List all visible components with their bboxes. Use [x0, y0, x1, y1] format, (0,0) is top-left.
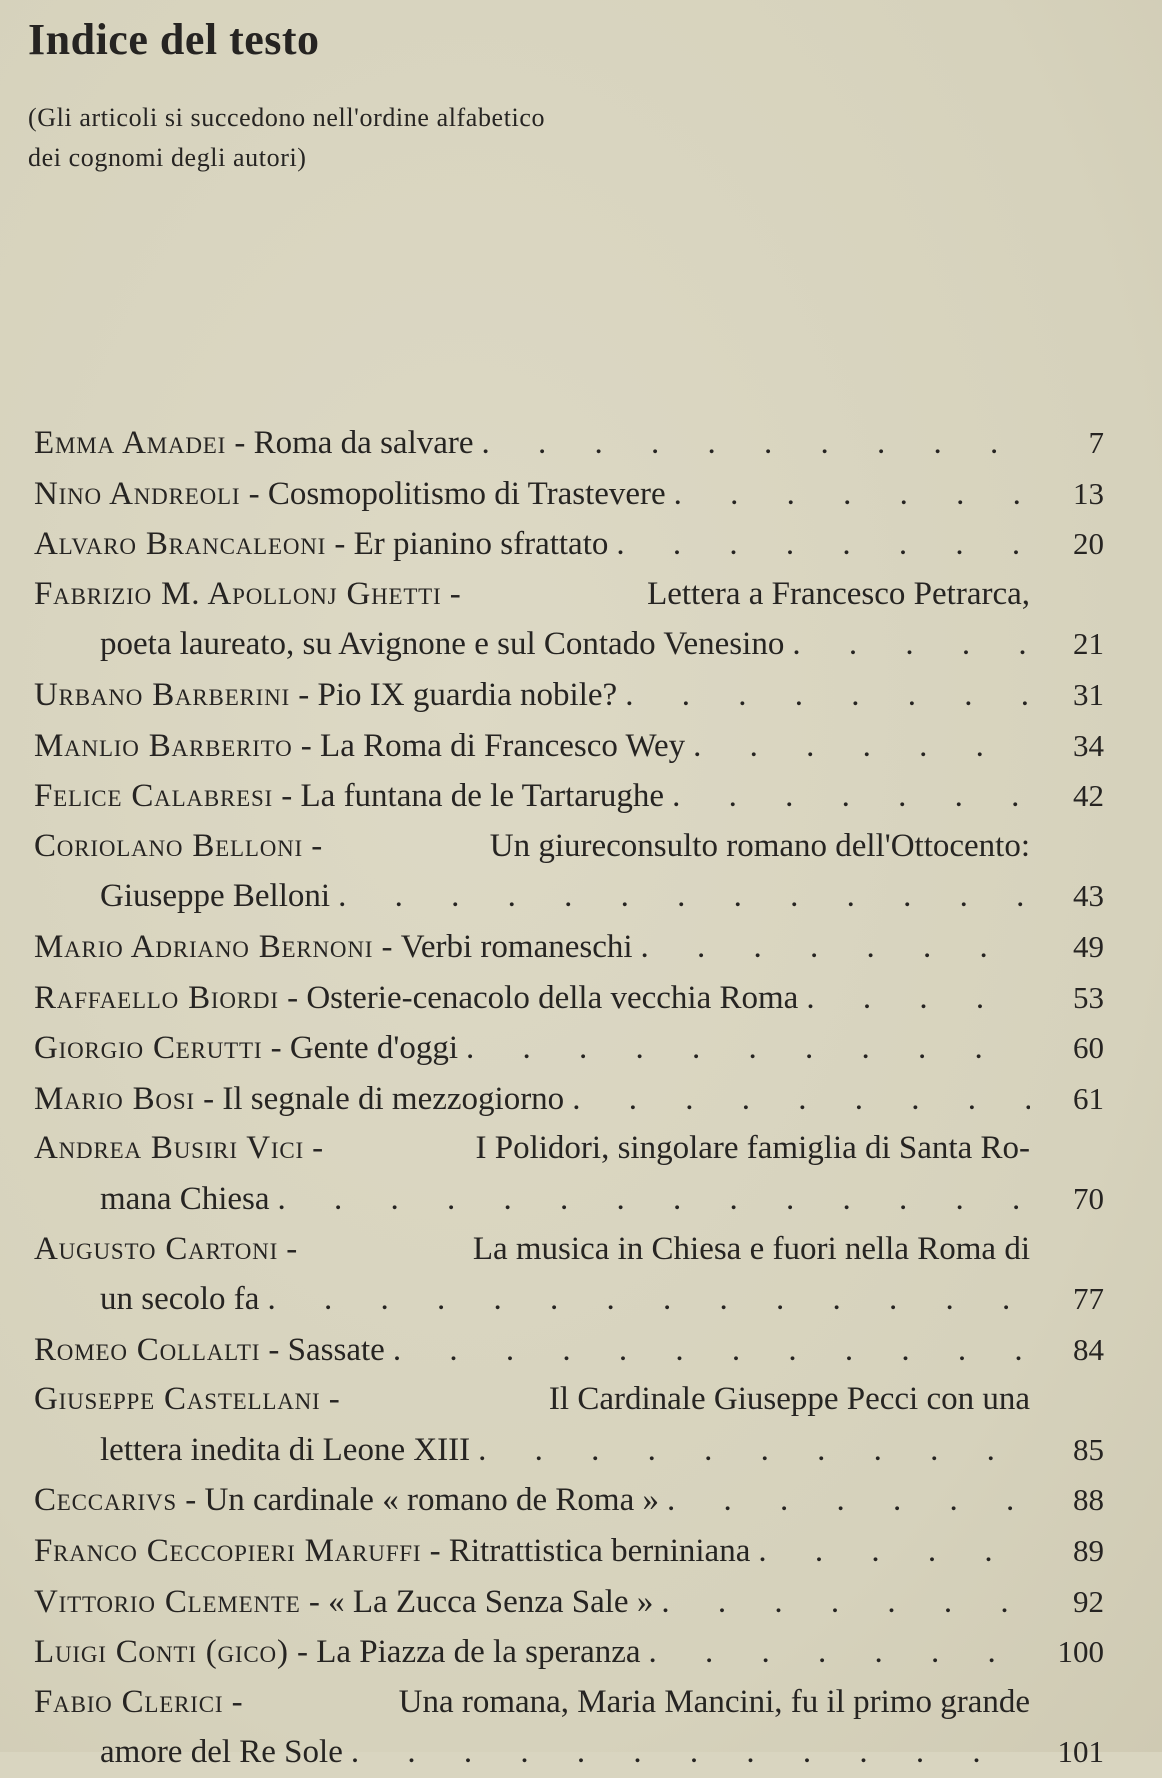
toc-entry-text — [34, 923, 1030, 973]
index-subtitle — [28, 98, 545, 178]
toc-entry-line — [34, 771, 1134, 822]
entry-title: La musica in Chiesa e fuori nella Roma di — [472, 1230, 1030, 1267]
toc-entry-line — [34, 973, 1134, 1024]
toc-entry-line — [34, 1526, 1134, 1577]
entry-title-continuation: poeta laureato, su Avignone e sul Contado Venesino — [100, 626, 785, 663]
entry-page-number: 31 — [1073, 676, 1104, 712]
entry-page-number: 70 — [1073, 1180, 1104, 1216]
entry-separator: - — [278, 1230, 306, 1267]
toc-entry-line — [34, 1678, 1134, 1728]
toc-entry-text — [34, 772, 1030, 822]
entry-author: Giorgio Cerutti — [34, 1030, 263, 1067]
toc-entry-text — [34, 671, 1030, 721]
toc-entry — [34, 570, 1134, 670]
toc-entry-text — [34, 1075, 1030, 1125]
toc-entry-text — [34, 1375, 1030, 1425]
dot-leader — [267, 1275, 1030, 1325]
toc-entry-line — [34, 1325, 1134, 1376]
entry-title-continuation: lettera inedita di Leone XIII — [100, 1431, 471, 1468]
entry-title-continuation: amore del Re Sole — [100, 1734, 343, 1771]
entry-author: Luigi Conti (gico) — [34, 1634, 289, 1671]
dot-leader — [572, 1075, 1030, 1125]
entry-author: Vittorio Clemente — [34, 1583, 301, 1620]
toc-entry-text — [34, 620, 1030, 670]
dot-leader — [278, 1175, 1030, 1225]
entry-author: Nino Andreoli — [34, 475, 241, 512]
entry-page-number: 77 — [1073, 1281, 1104, 1317]
toc-entry-text — [34, 722, 1030, 772]
entry-title: Osterie-cenacolo della vecchia Roma — [306, 979, 799, 1016]
dot-leader — [806, 974, 1030, 1024]
entry-title: Gente d'oggi — [289, 1030, 459, 1067]
dot-leader — [625, 671, 1030, 721]
toc-entry — [34, 1124, 1134, 1224]
entry-author: Alvaro Brancaleoni — [34, 526, 327, 563]
entry-title: Sassate — [287, 1331, 385, 1368]
toc-entry-text — [34, 1678, 1030, 1728]
subtitle-line-1: (Gli articoli si succedono nell'ordine alfabetico — [28, 103, 546, 132]
entry-separator: - — [262, 1030, 290, 1067]
entry-separator: - — [226, 425, 254, 461]
dot-leader — [338, 872, 1030, 922]
entry-page-number: 101 — [1057, 1734, 1104, 1770]
toc-entry-text — [34, 1628, 1030, 1678]
toc-entry — [34, 1526, 1134, 1577]
entry-title-continuation: un secolo fa — [100, 1281, 260, 1318]
entry-separator: - — [373, 928, 401, 965]
entry-author: Romeo Collalti — [34, 1331, 261, 1368]
toc-entry — [34, 469, 1134, 520]
toc-entry — [34, 771, 1134, 822]
subtitle-line-2: dei cognomi degli autori) — [28, 143, 307, 172]
entry-separator: - — [240, 475, 268, 512]
toc-entry — [34, 1225, 1134, 1325]
entry-separator: - — [223, 1683, 251, 1720]
entry-separator: - — [278, 979, 307, 1016]
toc-entry — [34, 822, 1134, 922]
entry-page-number: 53 — [1073, 979, 1104, 1015]
toc-entry-line — [34, 1627, 1134, 1678]
entry-title: Il Cardinale Giuseppe Pecci con una — [548, 1381, 1030, 1418]
dot-leader — [758, 1527, 1030, 1577]
toc-entry — [34, 1678, 1134, 1778]
entry-separator: - — [303, 827, 331, 864]
toc-entry-line — [34, 670, 1134, 721]
entry-separator: - — [288, 1634, 317, 1671]
entry-separator: - — [326, 526, 354, 563]
dot-leader — [478, 1426, 1030, 1476]
toc-entry-line — [34, 1074, 1134, 1125]
entry-separator: - — [260, 1331, 288, 1368]
entry-title: Un cardinale « romano de Roma » — [204, 1482, 659, 1519]
toc-entry-text — [34, 1578, 1030, 1628]
entry-page-number: 88 — [1073, 1482, 1104, 1518]
toc-entry — [34, 1627, 1134, 1678]
toc-entry — [34, 1023, 1134, 1074]
dot-leader — [482, 419, 1030, 469]
toc-entry-continuation — [34, 1174, 1134, 1225]
entry-title: Lettera a Francesco Petrarca, — [647, 575, 1030, 612]
toc-entry-text — [34, 1175, 1030, 1225]
entry-title: La Roma di Francesco Wey — [320, 727, 686, 764]
entry-page-number: 89 — [1073, 1533, 1104, 1569]
entry-separator: - — [421, 1533, 449, 1570]
entry-title-continuation: Giuseppe Belloni — [100, 878, 331, 915]
toc-entry-line — [34, 1023, 1134, 1074]
entry-page-number: 84 — [1073, 1331, 1104, 1367]
toc-entry-text — [34, 1124, 1030, 1174]
entry-title: Er pianino sfrattato — [353, 526, 609, 563]
entry-page-number: 20 — [1073, 526, 1104, 562]
toc-entry-text — [34, 974, 1030, 1024]
toc-entry — [34, 922, 1134, 973]
toc-entry — [34, 1475, 1134, 1526]
entry-page-number: 13 — [1073, 475, 1104, 511]
entry-page-number: 21 — [1073, 626, 1104, 662]
toc-entry-line — [34, 469, 1134, 520]
entry-separator: - — [273, 778, 301, 815]
toc-entry-text — [34, 1275, 1030, 1325]
toc-entry-line — [34, 822, 1134, 872]
entry-page-number: 60 — [1073, 1030, 1104, 1066]
toc-entry-continuation — [34, 1425, 1134, 1476]
entry-page-number: 42 — [1073, 778, 1104, 814]
entry-page-number: 34 — [1073, 727, 1104, 763]
toc-entry-line — [34, 1225, 1134, 1275]
toc-entry-line — [34, 1475, 1134, 1526]
toc-entry — [34, 1577, 1134, 1628]
entry-author: Andrea Busiri Vici — [34, 1130, 304, 1167]
toc-entry-line — [34, 1124, 1134, 1174]
toc-entry-line — [34, 418, 1134, 469]
toc-entry — [34, 973, 1134, 1024]
toc-entry — [34, 1375, 1134, 1475]
entry-page-number: 49 — [1073, 928, 1104, 964]
toc-entry-text — [34, 1476, 1030, 1526]
entry-title: Roma da salvare — [253, 425, 474, 461]
toc-entry-text — [34, 1728, 1030, 1778]
entry-title: Ritrattistica berniniana — [448, 1533, 751, 1570]
toc-entry-text — [34, 872, 1030, 922]
dot-leader — [693, 722, 1030, 772]
table-of-contents — [34, 418, 1134, 1778]
entry-separator: - — [303, 1130, 332, 1167]
entry-title: Pio IX guardia nobile? — [317, 676, 618, 713]
entry-author: Felice Calabresi — [34, 778, 274, 815]
toc-entry-continuation — [34, 1274, 1134, 1325]
toc-entry-line — [34, 1375, 1134, 1425]
toc-entry — [34, 1325, 1134, 1376]
entry-separator: - — [176, 1482, 205, 1519]
toc-entry — [34, 721, 1134, 772]
entry-author: Urbano Barberini — [34, 676, 291, 713]
entry-separator: - — [194, 1080, 223, 1117]
entry-author: Raffaello Biordi — [34, 979, 279, 1016]
entry-title: Cosmopolitismo di Trastevere — [267, 475, 666, 512]
dot-leader — [672, 772, 1030, 822]
index-title: Indice del testo — [28, 15, 320, 64]
toc-entry-continuation — [34, 619, 1134, 670]
entry-title: I Polidori, singolare famiglia di Santa Ro- — [475, 1130, 1030, 1167]
toc-entry-text — [34, 520, 1030, 570]
entry-title: Un giureconsulto romano dell'Ottocento: — [489, 827, 1030, 864]
dot-leader — [351, 1728, 1030, 1778]
toc-entry-line — [34, 922, 1134, 973]
toc-entry-text — [34, 1426, 1030, 1476]
dot-leader — [641, 923, 1030, 973]
entry-title-continuation: mana Chiesa — [100, 1180, 270, 1217]
entry-page-number: 100 — [1057, 1634, 1104, 1670]
entry-separator: - — [300, 1583, 329, 1620]
toc-entry — [34, 670, 1134, 721]
entry-author: Emma Amadei — [34, 425, 227, 461]
entry-title: La funtana de le Tartarughe — [300, 778, 665, 815]
entry-title: Una romana, Maria Mancini, fu il primo grande — [398, 1683, 1030, 1720]
entry-separator: - — [320, 1381, 349, 1418]
entry-page-number: 61 — [1073, 1080, 1104, 1116]
entry-author: Augusto Cartoni — [34, 1230, 279, 1267]
entry-separator: - — [290, 676, 318, 713]
entry-separator: - — [441, 575, 469, 612]
toc-entry-line — [34, 570, 1134, 620]
entry-author: Fabio Clerici — [34, 1683, 224, 1720]
toc-entry-text — [34, 1527, 1030, 1577]
toc-entry-text — [34, 822, 1030, 872]
entry-author: Coriolano Belloni — [34, 827, 303, 864]
entry-author: Mario Adriano Bernoni — [34, 928, 374, 965]
entry-title: « La Zucca Senza Sale » — [328, 1583, 654, 1620]
toc-entry-text — [34, 419, 1030, 469]
entry-title: Verbi romaneschi — [400, 928, 633, 965]
toc-entry-line — [34, 721, 1134, 772]
dot-leader — [616, 520, 1030, 570]
entry-page-number: 85 — [1073, 1431, 1104, 1467]
entry-author: Franco Ceccopieri Maruffi — [34, 1533, 422, 1570]
entry-title: La Piazza de la speranza — [316, 1634, 641, 1671]
dot-leader — [466, 1024, 1030, 1074]
dot-leader — [667, 1476, 1030, 1526]
toc-entry-continuation — [34, 1727, 1134, 1778]
dot-leader — [649, 1628, 1030, 1678]
entry-author: Fabrizio M. Apollonj Ghetti — [34, 575, 442, 612]
entry-author: Manlio Barberito — [34, 727, 293, 764]
toc-entry-line — [34, 1577, 1134, 1628]
entry-author: Giuseppe Castellani — [34, 1381, 321, 1418]
entry-page-number: 92 — [1073, 1583, 1104, 1619]
toc-entry-text — [34, 470, 1030, 520]
toc-entry-continuation — [34, 871, 1134, 922]
dot-leader — [792, 620, 1030, 670]
entry-title: Il segnale di mezzogiorno — [222, 1080, 565, 1117]
toc-entry-text — [34, 1326, 1030, 1376]
toc-entry — [34, 519, 1134, 570]
toc-entry-text — [34, 1225, 1030, 1275]
toc-entry — [34, 418, 1134, 469]
entry-separator: - — [292, 727, 321, 764]
toc-entry-text — [34, 570, 1030, 620]
entry-page-number: 7 — [1088, 425, 1104, 460]
dot-leader — [393, 1326, 1030, 1376]
entry-page-number: 43 — [1073, 878, 1104, 914]
toc-entry-line — [34, 519, 1134, 570]
toc-entry — [34, 1074, 1134, 1125]
dot-leader — [674, 470, 1030, 520]
dot-leader — [661, 1578, 1030, 1628]
entry-author: Ceccarivs — [34, 1482, 177, 1519]
toc-entry-text — [34, 1024, 1030, 1074]
entry-author: Mario Bosi — [34, 1080, 195, 1117]
